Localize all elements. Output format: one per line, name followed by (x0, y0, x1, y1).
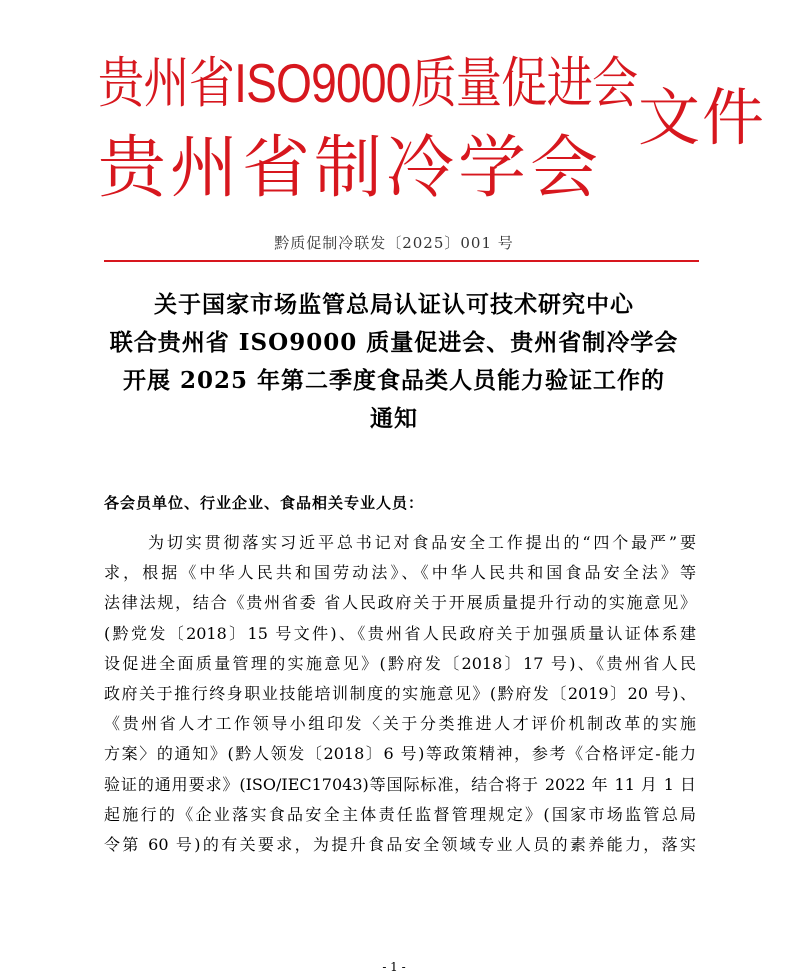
title-line: 开展 2025 年第二季度食品类人员能力验证工作的 (122, 367, 666, 394)
body-line: 为切实贯彻落实习近平总书记对食品安全工作提出的“四个最严”要 (148, 533, 696, 552)
doc-type-label: 文件 (638, 84, 767, 153)
body-line: 法律法规，结合《贵州省委 省人民政府关于开展质量提升行动的实施意见》 (104, 593, 696, 613)
org-name-refrigeration: 贵州省制冷学会 (98, 130, 603, 206)
body-line: (黔党发〔2018〕15 号文件)、《贵州省人民政府关于加强质量认证体系建 (104, 623, 696, 643)
body-line: 求，根据《中华人民共和国劳动法》、《中华人民共和国食品安全法》等 (104, 563, 696, 583)
body-paragraph (104, 528, 696, 860)
org-name-iso9000: 贵州省ISO9000质量促进会 (98, 52, 638, 114)
body-line: 《贵州省人才工作领导小组印发〈关于分类推进人才评价机制改革的实施 (104, 714, 696, 734)
salutation: 各会员单位、行业企业、食品相关专业人员： (104, 494, 425, 512)
body-line: 设促进全面质量管理的实施意见》(黔府发〔2018〕17 号)、《贵州省人民 (104, 653, 696, 673)
page-number: - 1 - (382, 960, 406, 974)
body-line: 令第 60 号)的有关要求，为提升食品安全领域专业人员的素养能力，落实 (104, 834, 696, 854)
body-line: 方案〉的通知》(黔人领发〔2018〕6 号)等政策精神，参考《合格评定-能力 (104, 744, 696, 764)
document-number: 黔质促制冷联发〔2025〕001 号 (274, 234, 514, 252)
title-line: 联合贵州省 ISO9000 质量促进会、贵州省制冷学会 (109, 329, 679, 356)
title-line: 关于国家市场监管总局认证认可技术研究中心 (154, 291, 634, 318)
body-line: 起施行的《企业落实食品安全主体责任监督管理规定》(国家市场监管总局 (104, 804, 696, 824)
body-line: 验证的通用要求》(ISO/IEC17043)等国际标准，结合将于 2022 年 11 月 1 日 (104, 774, 696, 794)
body-line: 政府关于推行终身职业技能培训制度的实施意见》(黔府发〔2019〕20 号)、 (104, 683, 696, 703)
letterhead (98, 46, 767, 216)
title-line: 通知 (370, 405, 418, 432)
red-divider (104, 260, 699, 262)
document-title (80, 286, 708, 438)
